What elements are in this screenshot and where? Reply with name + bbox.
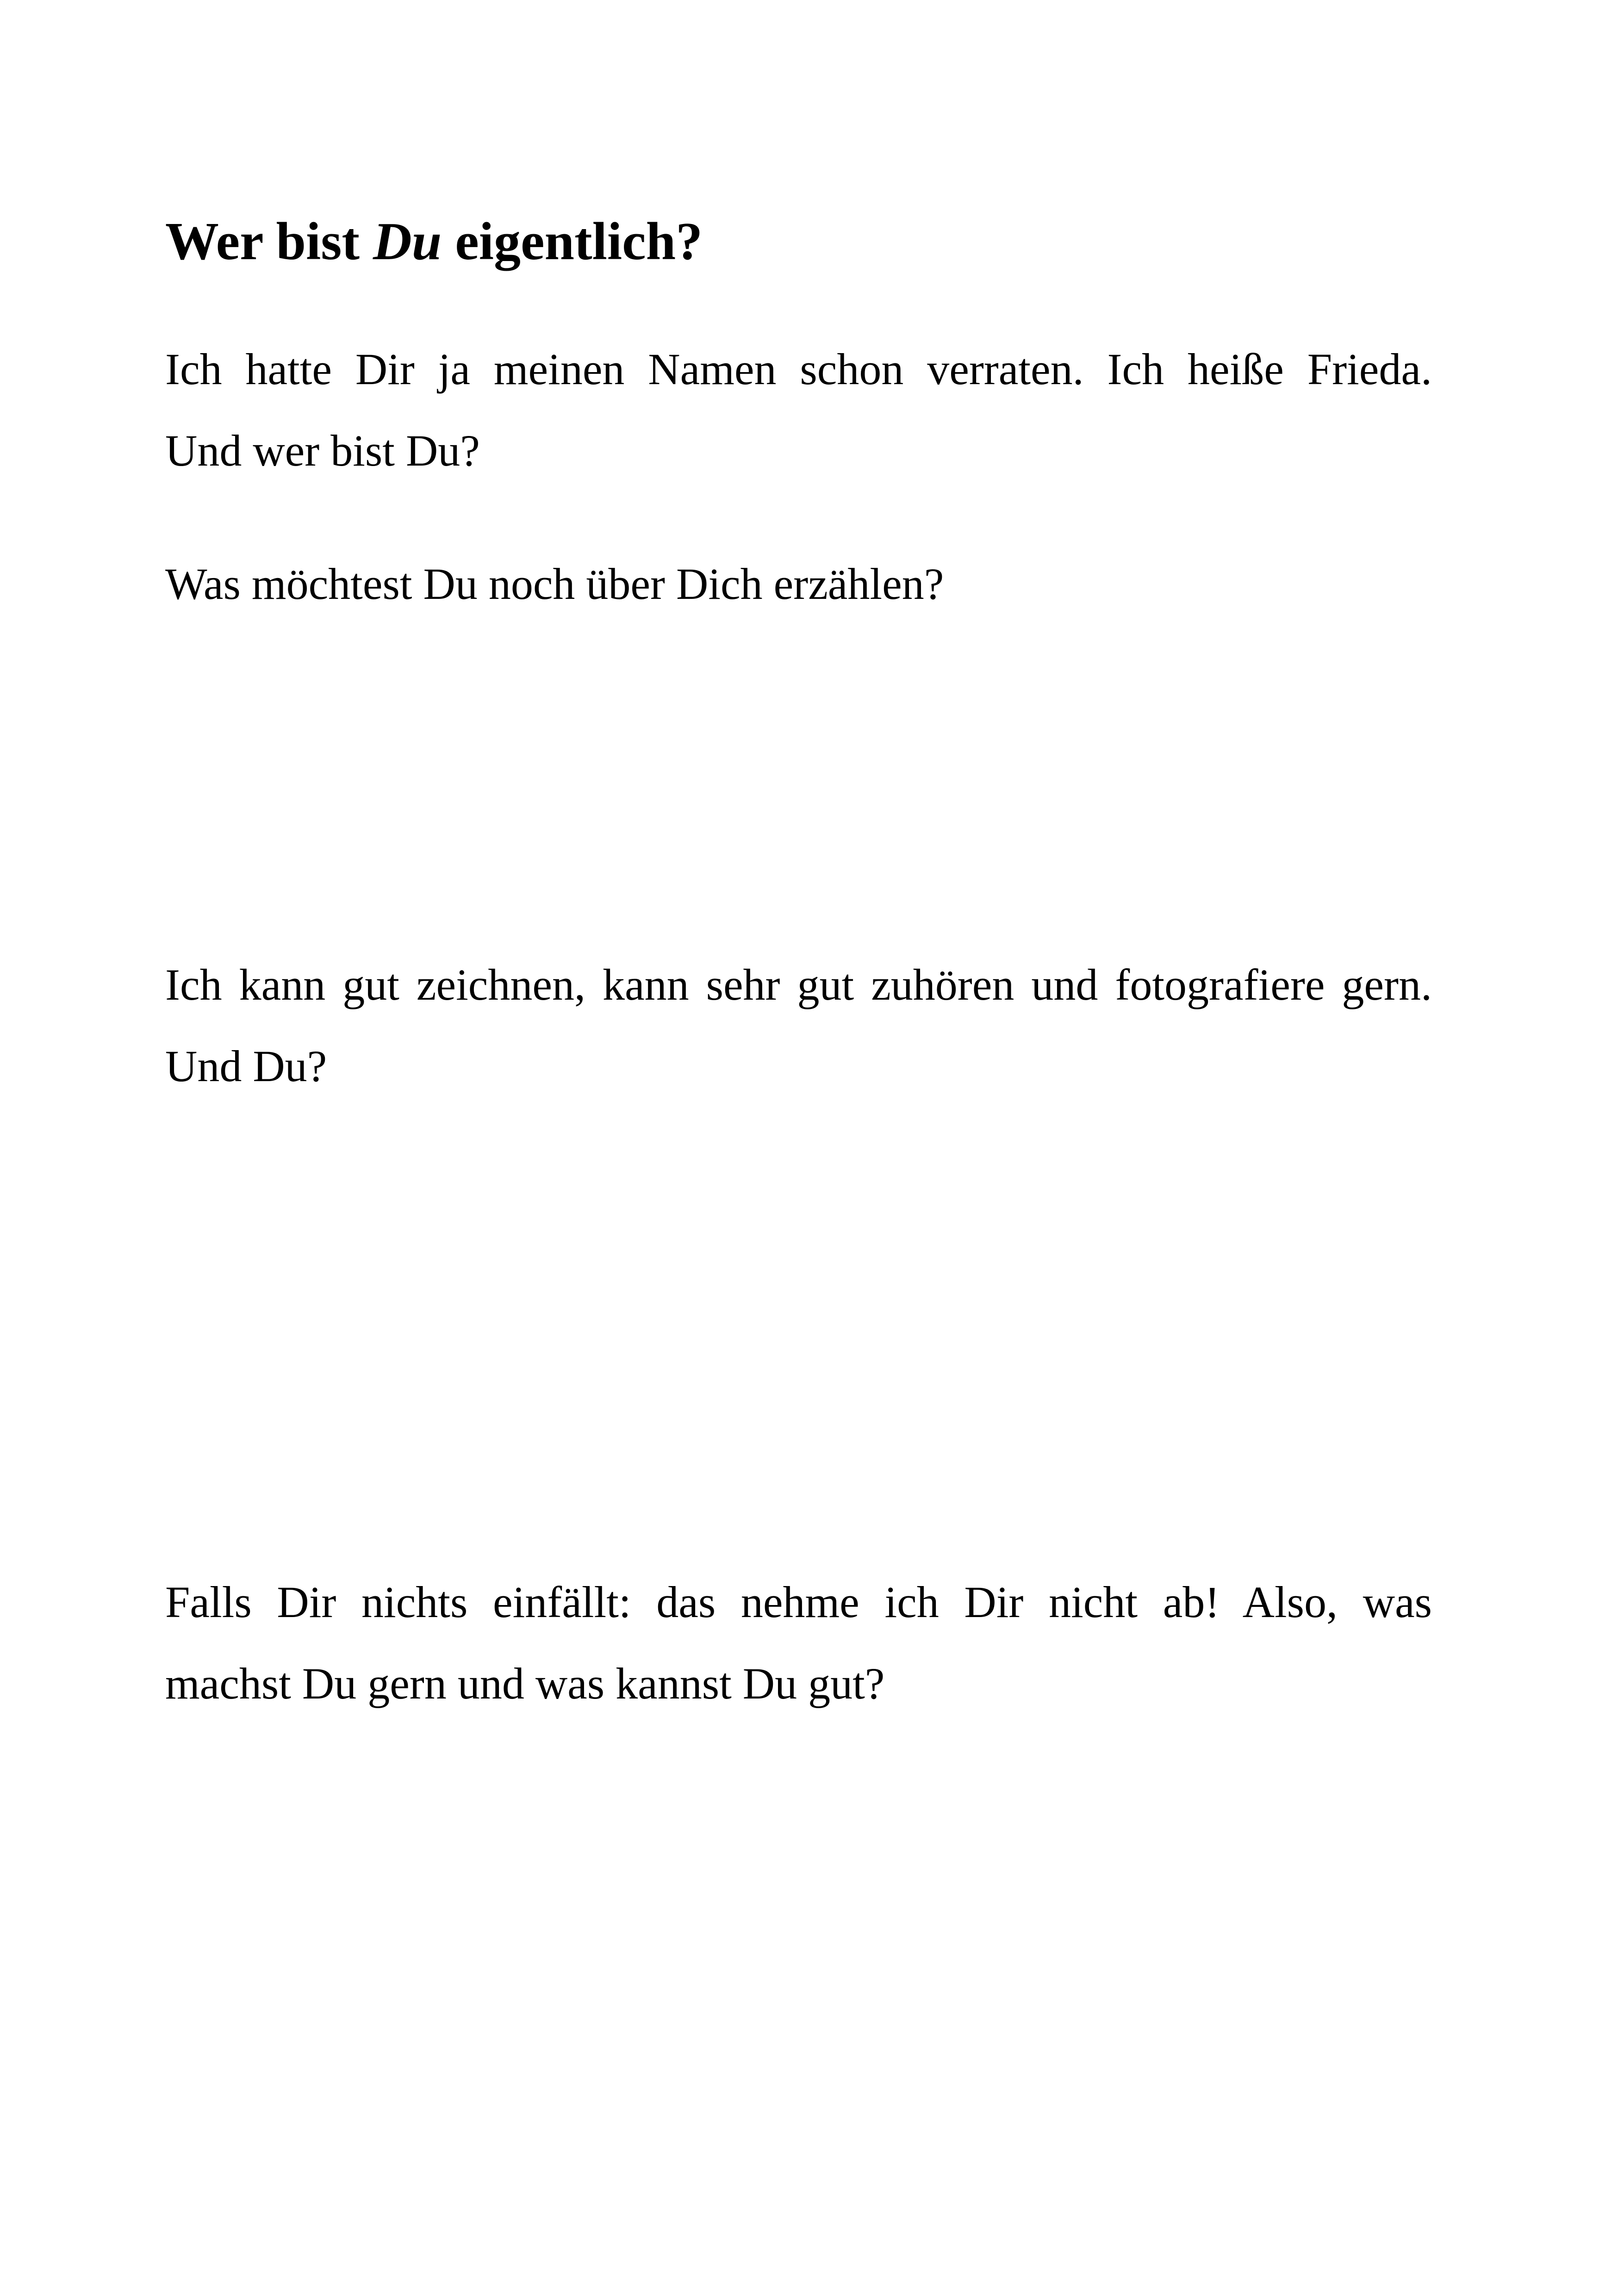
paragraph-hobbies-question: [165, 1562, 1432, 1724]
paragraph-question-about-you: [165, 543, 1432, 625]
page-title: [165, 209, 703, 274]
title-part-1: Wer bist: [165, 212, 373, 271]
paragraph-line: Und wer bist Du?: [165, 426, 480, 475]
paragraph-line: Was möchtest Du noch über Dich erzählen?: [165, 559, 944, 609]
paragraph-line: Ich kann gut zeichnen, kann sehr gut zuhören und fotografiere gern.: [165, 960, 1432, 1009]
paragraph-skills: [165, 944, 1432, 1107]
paragraph-line: Und Du?: [165, 1041, 327, 1091]
title-emphasis: Du: [373, 212, 442, 271]
paragraph-line: Ich hatte Dir ja meinen Namen schon verraten. Ich heiße Frieda.: [165, 344, 1432, 394]
paragraph-line: Falls Dir nichts einfällt: das nehme ich Dir nicht ab! Also, was: [165, 1577, 1432, 1627]
paragraph-line: machst Du gern und was kannst Du gut?: [165, 1659, 885, 1708]
paragraph-introduction: [165, 329, 1432, 492]
title-part-3: eigentlich?: [442, 212, 703, 271]
